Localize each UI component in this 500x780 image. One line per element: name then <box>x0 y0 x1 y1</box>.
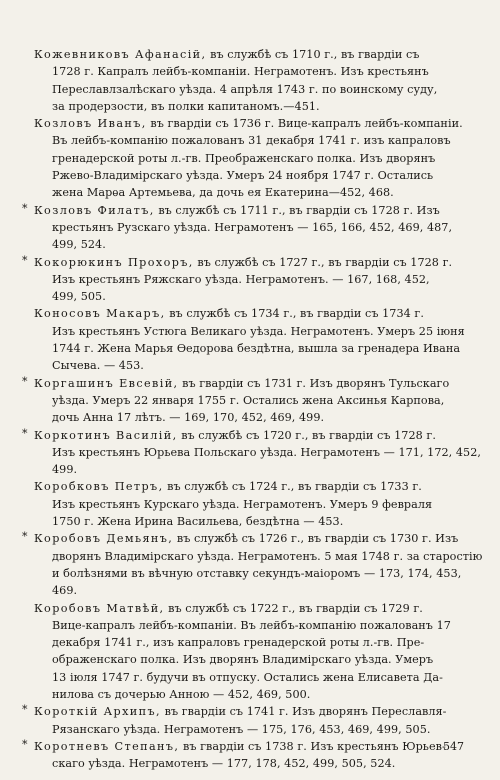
entry-text: въ службѣ съ 1722 г., въ гвардіи съ 1729 г. <box>168 601 423 615</box>
entry-text: дворянъ Владимірскаго уѣзда. Неграмотенъ. 5 мая 1748 г. за старостію <box>52 549 483 563</box>
entry-name: Коргашинъ Евсевій, <box>34 376 179 390</box>
entry-marker: * <box>22 530 28 544</box>
entry-name: Коносовъ Макаръ, <box>34 307 166 321</box>
entry-text: жена Марѳа Артемьева, да дочь ея Екатерина—452, 468. <box>52 186 394 200</box>
biography-entry <box>22 737 466 773</box>
entry-text: 499, 505. <box>52 290 106 304</box>
entry-line <box>34 202 466 219</box>
entry-line <box>52 63 466 80</box>
page-number: 547 <box>443 740 464 753</box>
entry-line <box>34 46 466 63</box>
entry-text: въ службѣ съ 1724 г., въ гвардіи съ 1733 г. <box>167 480 422 494</box>
entry-line <box>52 288 466 305</box>
entry-line <box>34 254 466 271</box>
entry-text: Ржево-Владимірскаго уѣзда. Умеръ 24 ноября 1747 г. Остались <box>52 169 434 183</box>
entry-name: Кокорюкинъ Прохоръ, <box>34 255 194 269</box>
entry-text: въ службѣ съ 1726 г., въ гвардіи съ 1730 г. Изъ <box>176 532 459 546</box>
entry-line <box>52 184 466 201</box>
entry-line <box>52 271 466 288</box>
entry-text: крестьянъ Рузскаго уѣзда. Неграмотенъ — 165, 166, 452, 469, 487, <box>52 220 453 234</box>
entry-name: Коробковъ Петръ, <box>34 480 164 494</box>
entry-text: Изъ крестьянъ Устюга Великаго уѣзда. Неграмотенъ. Умеръ 25 іюня <box>52 324 465 338</box>
entry-marker: * <box>22 737 28 751</box>
entry-line <box>34 600 466 617</box>
entry-name: Коркотинъ Василій, <box>34 428 178 442</box>
entry-line <box>52 357 466 374</box>
entry-line <box>34 427 466 444</box>
biography-entry <box>22 201 466 254</box>
entry-text: Изъ крестьянъ Юрьева Польскаго уѣзда. Неграмотенъ — 171, 172, 452, <box>52 445 481 459</box>
entry-line <box>52 513 466 530</box>
entry-line <box>52 132 466 149</box>
entry-marker: * <box>22 703 28 717</box>
entry-line <box>52 167 466 184</box>
entry-name: Кожевниковъ Афанасій, <box>34 48 207 61</box>
entry-name: Козловъ Филатъ, <box>34 203 155 217</box>
entry-line <box>34 478 466 495</box>
entry-text: въ гвардіи съ 1731 г. Изъ дворянъ Тульскаго <box>182 376 450 390</box>
biography-entry <box>22 426 481 479</box>
entry-text: скаго уѣзда. Неграмотенъ — 177, 178, 452, 499, 505, 524. <box>52 757 396 771</box>
entry-text: въ службѣ съ 1734 г., въ гвардіи съ 1734 г. <box>169 307 424 321</box>
entry-marker: * <box>22 374 28 388</box>
entry-line <box>34 703 466 720</box>
entry-line <box>52 582 466 599</box>
entry-text: гренадерской роты л.-гв. Преображенскаго полка. Изъ дворянъ <box>52 151 436 165</box>
entry-text: уѣзда. Умеръ 22 января 1755 г. Остались жена Аксинья Карпова, <box>52 393 445 407</box>
entry-line <box>52 461 466 478</box>
entry-text: 499, 524. <box>52 238 106 252</box>
entry-line <box>34 738 466 755</box>
entry-text: 1728 г. Капралъ лейбъ-компаніи. Неграмотенъ. Изъ крестьянъ <box>52 65 429 79</box>
entry-name: Короткій Архипъ, <box>34 705 161 719</box>
entry-text: въ гвардіи съ 1741 г. Изъ дворянъ Переславля- <box>164 705 447 719</box>
entry-marker: * <box>22 253 28 267</box>
entry-text: въ службѣ съ 1710 г., въ гвардіи съ <box>210 48 420 61</box>
entry-line <box>52 496 466 513</box>
entry-line <box>34 375 466 392</box>
entry-line <box>52 340 466 357</box>
entry-text: въ службѣ съ 1727 г., въ гвардіи съ 1728 г. <box>197 255 453 269</box>
entry-line <box>52 219 466 236</box>
entry-line <box>52 98 466 115</box>
biography-entry <box>34 600 466 704</box>
entry-text: за продерзости, въ полки капитаномъ.—451. <box>52 99 320 113</box>
entry-line <box>52 150 466 167</box>
entry-text: 13 іюля 1747 г. будучи въ отпуску. Остались жена Елисавета Да- <box>52 670 443 684</box>
entry-name: Коробовъ Матвѣй, <box>34 601 165 615</box>
entry-text: Переславлзалѣскаго уѣзда. 4 апрѣля 1743 г. по воинскому суду, <box>52 82 438 96</box>
biography-entry <box>34 46 466 115</box>
entry-line <box>34 115 466 132</box>
entry-text: дочь Анна 17 лѣтъ. — 169, 170, 452, 469, 499. <box>52 411 325 425</box>
entry-line <box>52 548 483 565</box>
entry-name: Коротневъ Степанъ, <box>34 739 180 753</box>
entry-marker: * <box>22 201 28 215</box>
entry-line <box>52 721 466 738</box>
biography-entry <box>22 703 466 738</box>
entry-text: Изъ крестьянъ Ряжскаго уѣзда. Неграмотенъ. — 167, 168, 452, <box>52 272 430 286</box>
entry-text: и болѣзнями въ вѣчную отставку секундъ-маіоромъ — 173, 174, 453, <box>52 566 462 580</box>
biography-entry <box>22 253 466 306</box>
entry-text: 499. <box>52 463 78 477</box>
entry-line <box>52 565 466 582</box>
entry-line <box>52 409 466 426</box>
entry-text: нилова съ дочерью Анною — 452, 469, 500. <box>52 687 311 701</box>
entry-name: Коробовъ Демьянъ, <box>34 532 174 546</box>
entry-text: Рязанскаго уѣзда. Неграмотенъ — 175, 176, 453, 469, 499, 505. <box>52 722 431 736</box>
entry-text: въ гвардіи съ 1738 г. Изъ крестьянъ Юрьев- <box>182 739 446 753</box>
entry-line <box>52 651 466 668</box>
biography-entry <box>22 374 466 427</box>
entry-line <box>52 392 466 409</box>
entry-text: ображенскаго полка. Изъ дворянъ Владимірскаго уѣзда. Умеръ <box>52 653 434 667</box>
entry-line <box>52 617 466 634</box>
biography-entry <box>22 530 483 599</box>
entry-text: 1744 г. Жена Марья Ѳедорова бездѣтна, вышла за гренадера Ивана <box>52 342 461 356</box>
entry-line <box>52 686 466 703</box>
entry-text: Въ лейбъ-компанію пожалованъ 31 декабря 1741 г. изъ капраловъ <box>52 134 451 148</box>
biography-entry <box>34 115 466 201</box>
entry-text: 1750 г. Жена Ирина Васильева, бездѣтна — 453. <box>52 515 344 529</box>
entry-text: въ службѣ съ 1711 г., въ гвардіи съ 1728 г. Изъ <box>158 203 440 217</box>
entry-text: въ службѣ съ 1720 г., въ гвардіи съ 1728 г. <box>181 428 436 442</box>
biography-entry <box>34 478 466 530</box>
entry-line <box>34 530 466 547</box>
entry-text: Сычева. — 453. <box>52 359 144 373</box>
entry-text: 469. <box>52 584 78 598</box>
entry-text: Вице-капралъ лейбъ-компаніи. Въ лейбъ-компанію пожалованъ 17 <box>52 618 451 632</box>
entry-name: Козловъ Иванъ, <box>34 117 147 131</box>
entry-marker: * <box>22 426 28 440</box>
entry-line <box>52 634 466 651</box>
entry-line <box>52 236 466 253</box>
entry-line <box>52 81 466 98</box>
entry-line <box>52 755 466 772</box>
entry-line <box>52 669 466 686</box>
entry-line <box>52 444 481 461</box>
entry-line <box>34 305 466 322</box>
entry-text: Изъ крестьянъ Курскаго уѣзда. Неграмотенъ. Умеръ 9 февраля <box>52 497 433 511</box>
biography-entry <box>34 305 466 374</box>
entry-text: въ гвардіи съ 1736 г. Вице-капралъ лейбъ-компаніи. <box>150 117 463 131</box>
entry-text: декабря 1741 г., изъ капраловъ гренадерской роты л.-гв. Пре- <box>52 636 425 650</box>
entry-line <box>52 323 466 340</box>
